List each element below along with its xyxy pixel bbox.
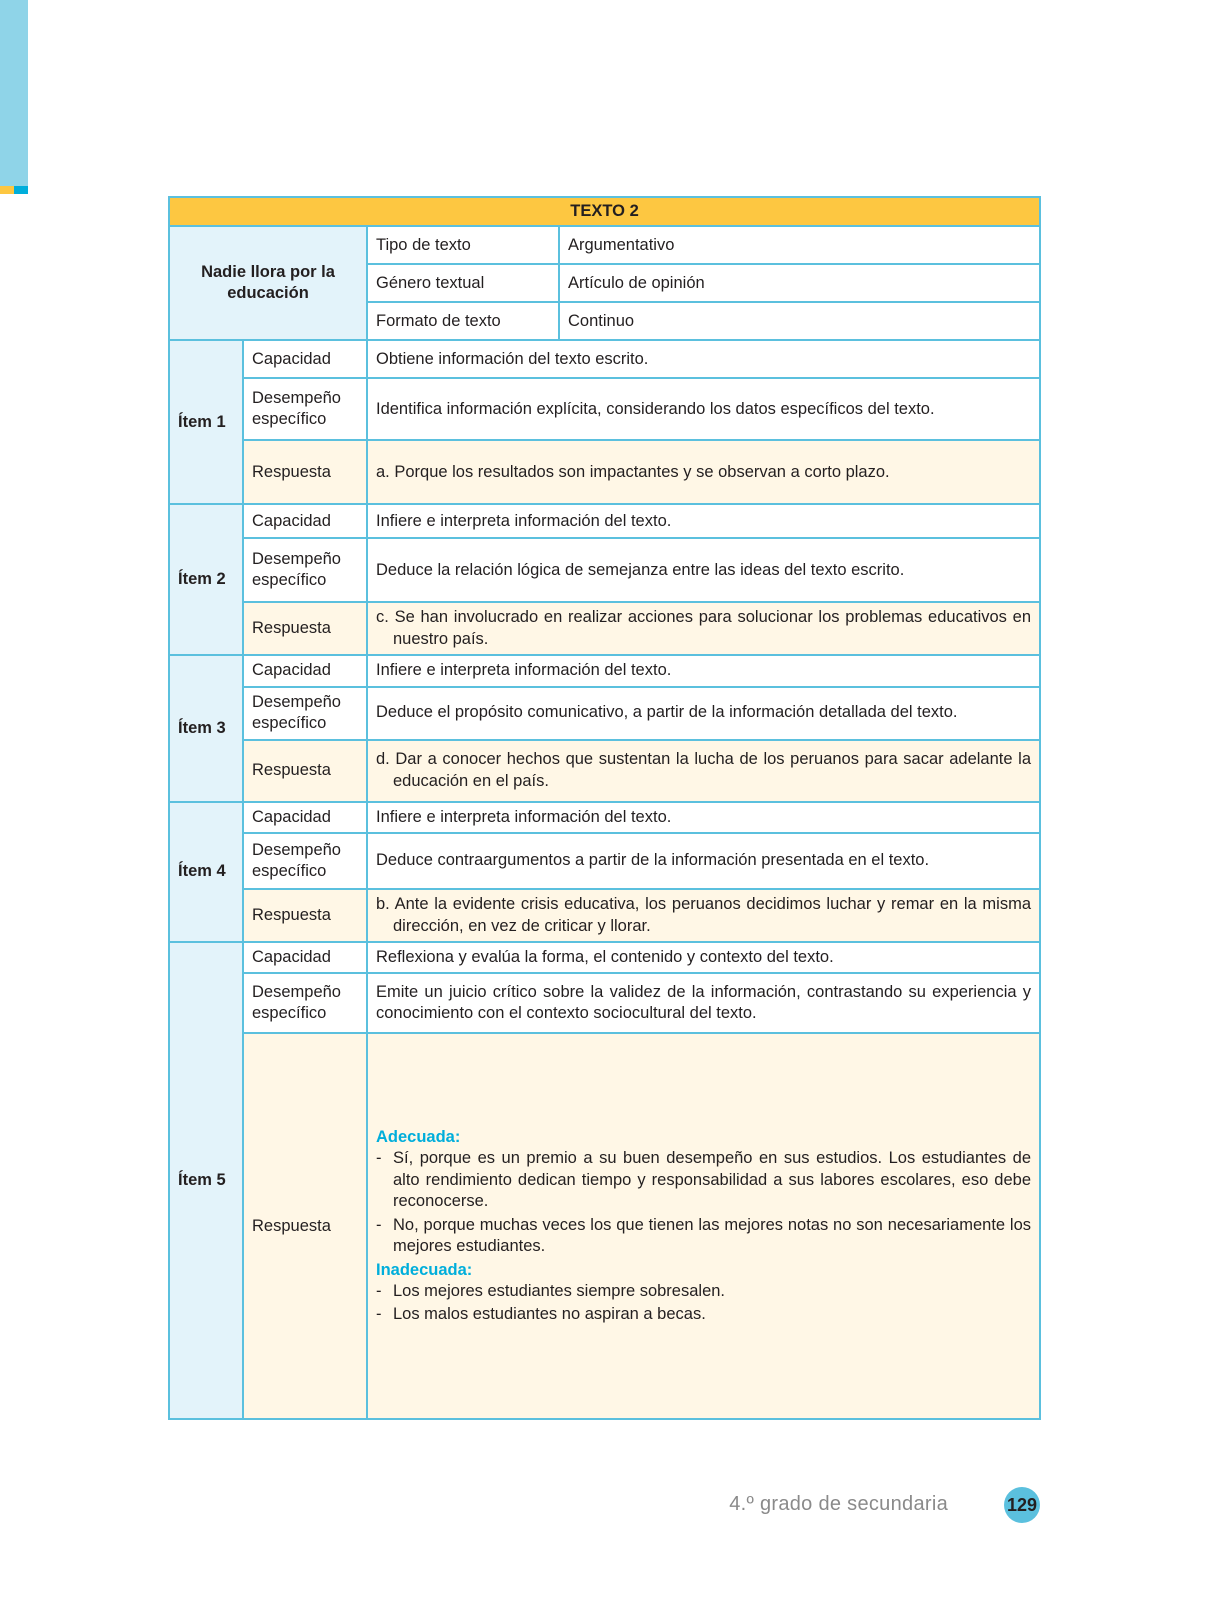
attribute-label: Tipo de texto — [367, 226, 559, 264]
attribute-value: Artículo de opinión — [559, 264, 1040, 302]
item-1-label: Ítem 1 — [169, 340, 243, 504]
adecuada-label: Adecuada: — [376, 1127, 461, 1146]
side-mark-blue — [14, 186, 28, 194]
row-label-desempeno: Desempeño específico — [243, 833, 367, 889]
item-2-capacidad: Infiere e interpreta información del texto. — [367, 504, 1040, 538]
item-4-label: Ítem 4 — [169, 802, 243, 942]
table-header-row — [169, 197, 1040, 226]
item-3-respuesta: d. Dar a conocer hechos que sustentan la lucha de los peruanos para sacar adelante la educación en el país. — [376, 750, 1032, 790]
item-4-capacidad-row — [169, 802, 1040, 833]
item-1-respuesta: a. Porque los resultados son impactantes y se observan a corto plazo. — [367, 440, 1040, 504]
item-3-capacidad-row — [169, 655, 1040, 686]
side-color-strip — [0, 0, 28, 186]
item-1-desempeno-row — [169, 378, 1040, 440]
item-5-capacidad-row — [169, 942, 1040, 973]
item-4-respuesta-row — [169, 889, 1040, 942]
table-title: TEXTO 2 — [169, 197, 1040, 226]
inadecuada-label: Inadecuada: — [376, 1260, 473, 1279]
footer-grade-label: 4.º grado de secundaria — [729, 1493, 948, 1515]
inadecuada-answer: Los mejores estudiantes siempre sobresalen. — [393, 1281, 726, 1300]
item-2-desempeno: Deduce la relación lógica de semejanza entre las ideas del texto escrito. — [367, 538, 1040, 602]
row-label-respuesta: Respuesta — [243, 440, 367, 504]
item-2-respuesta: c. Se han involucrado en realizar acciones para solucionar los problemas educativos en nuestro país. — [376, 608, 1032, 648]
item-3-desempeno-row — [169, 687, 1040, 740]
attribute-label: Género textual — [367, 264, 559, 302]
item-2-desempeno-row — [169, 538, 1040, 602]
page-number: 129 — [1004, 1487, 1040, 1523]
item-1-desempeno: Identifica información explícita, considerando los datos específicos del texto. — [367, 378, 1040, 440]
item-2-capacidad-row — [169, 504, 1040, 538]
item-4-capacidad: Infiere e interpreta información del texto. — [367, 802, 1040, 833]
item-4-respuesta: b. Ante la evidente crisis educativa, los peruanos decidimos luchar y remar en la misma dirección, en vez de criticar y llorar. — [376, 895, 1032, 935]
row-label-capacidad: Capacidad — [243, 504, 367, 538]
attribute-value: Argumentativo — [559, 226, 1040, 264]
item-2-respuesta-row — [169, 602, 1040, 655]
item-5-label: Ítem 5 — [169, 942, 243, 1419]
adecuada-answer: No, porque muchas veces los que tienen las mejores notas no son necesariamente los mejores estudiantes. — [393, 1215, 1032, 1256]
item-4-desempeno: Deduce contraargumentos a partir de la información presentada en el texto. — [367, 833, 1040, 889]
item-1-respuesta-row — [169, 440, 1040, 504]
side-mark-yellow — [0, 186, 14, 194]
attribute-label: Formato de texto — [367, 302, 559, 340]
item-3-capacidad: Infiere e interpreta información del texto. — [367, 655, 1040, 686]
inadecuada-answer: Los malos estudiantes no aspiran a becas. — [393, 1305, 706, 1324]
attribute-value: Continuo — [559, 302, 1040, 340]
row-label-respuesta: Respuesta — [243, 602, 367, 655]
row-label-capacidad: Capacidad — [243, 942, 367, 973]
item-1-capacidad-row — [169, 340, 1040, 378]
item-3-respuesta-row — [169, 740, 1040, 802]
row-label-respuesta: Respuesta — [243, 740, 367, 802]
row-label-capacidad: Capacidad — [243, 655, 367, 686]
list-item: - Los mejores estudiantes siempre sobresalen. — [376, 1281, 1031, 1302]
item-4-desempeno-row — [169, 833, 1040, 889]
item-1-capacidad: Obtiene información del texto escrito. — [367, 340, 1040, 378]
item-5-capacidad: Reflexiona y evalúa la forma, el contenido y contexto del texto. — [367, 942, 1040, 973]
list-item: - No, porque muchas veces los que tienen las mejores notas no son necesariamente los mejores estudiantes. — [376, 1215, 1031, 1258]
row-label-desempeno: Desempeño específico — [243, 687, 367, 740]
item-3-label: Ítem 3 — [169, 655, 243, 801]
item-5-respuesta-row — [169, 1033, 1040, 1419]
item-5-desempeno: Emite un juicio crítico sobre la validez de la información, contrastando su experiencia y conocimiento con el contexto sociocultural del texto. — [367, 973, 1040, 1033]
adecuada-answer: Sí, porque es un premio a su buen desempeño en sus estudios. Los estudiantes de alto rendimiento dedican tiempo y responsabilidad a sus labores escolares, eso debe reconocerse. — [393, 1149, 1032, 1211]
text-name: Nadie llora por la educación — [169, 226, 367, 340]
attribute-row — [169, 226, 1040, 264]
item-2-label: Ítem 2 — [169, 504, 243, 655]
row-label-desempeno: Desempeño específico — [243, 378, 367, 440]
row-label-desempeno: Desempeño específico — [243, 973, 367, 1033]
item-5-desempeno-row — [169, 973, 1040, 1033]
list-item: - Sí, porque es un premio a su buen desempeño en sus estudios. Los estudiantes de alto rendimiento dedican tiempo y responsabilidad a sus labores escolares, eso debe reconocerse. — [376, 1148, 1031, 1212]
row-label-capacidad: Capacidad — [243, 340, 367, 378]
item-5-respuesta — [367, 1033, 1040, 1419]
item-3-desempeno: Deduce el propósito comunicativo, a partir de la información detallada del texto. — [367, 687, 1040, 740]
row-label-respuesta: Respuesta — [243, 1033, 367, 1419]
row-label-capacidad: Capacidad — [243, 802, 367, 833]
texto-2-table — [168, 196, 1041, 1420]
row-label-desempeno: Desempeño específico — [243, 538, 367, 602]
row-label-respuesta: Respuesta — [243, 889, 367, 942]
list-item: - Los malos estudiantes no aspiran a becas. — [376, 1304, 1031, 1325]
